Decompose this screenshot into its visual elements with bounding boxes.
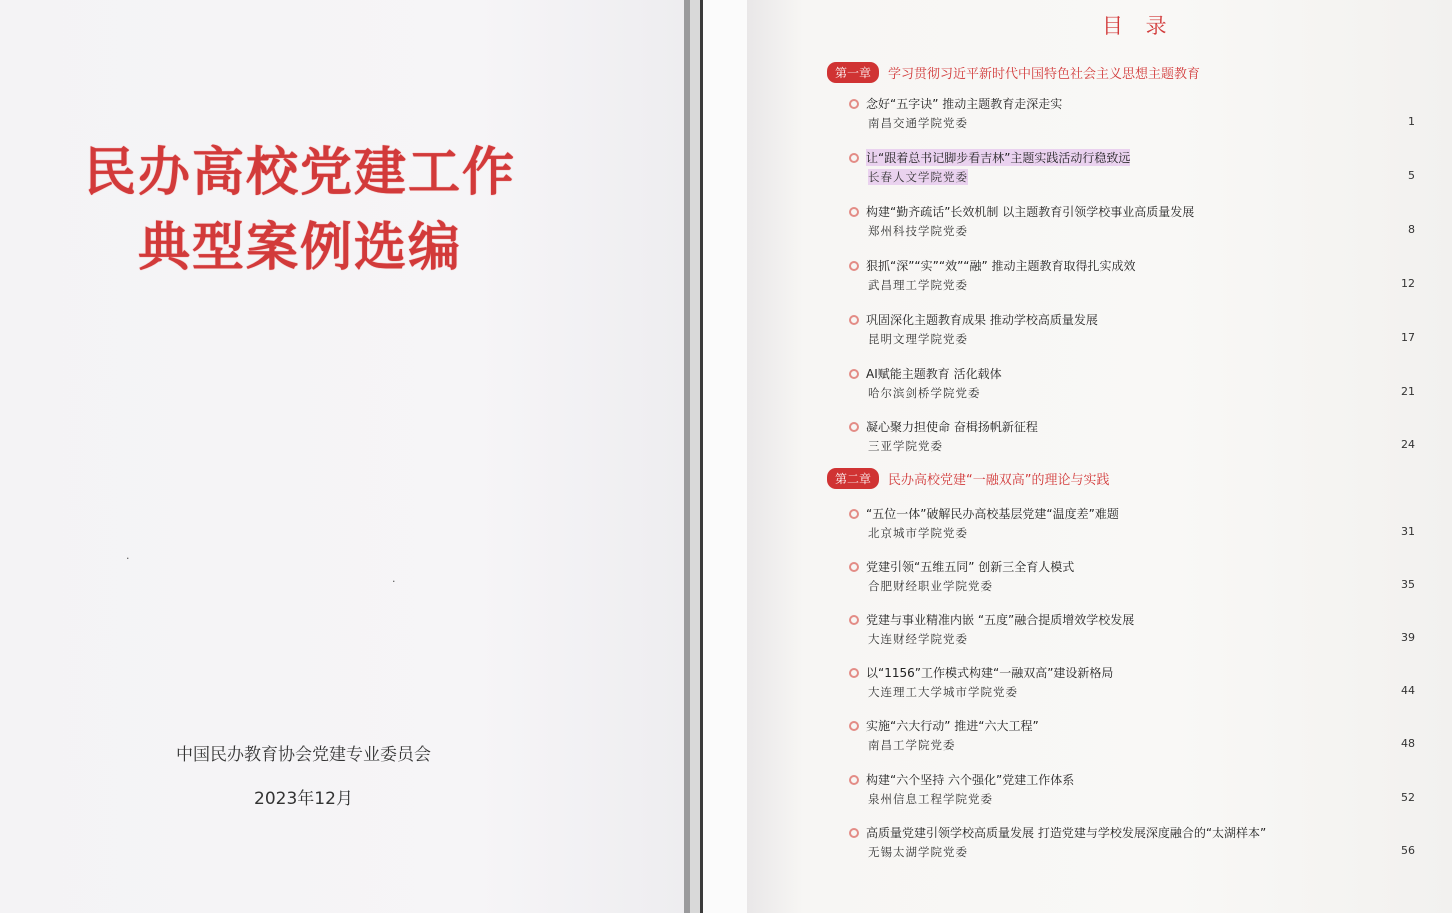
entry-title: 狠抓“深”“实”“效”“融” 推动主题教育取得扎实成效 — [866, 259, 1136, 273]
bullet-icon — [849, 509, 859, 519]
entry-title: 巩固深化主题教育成果 推动学校高质量发展 — [866, 313, 1098, 327]
entry-title: AI赋能主题教育 活化载体 — [866, 367, 1002, 381]
entry-organization: 长春人文学院党委 — [868, 170, 968, 184]
cover-title-line1: 民办高校党建工作 — [83, 142, 516, 203]
entry-organization: 南昌工学院党委 — [868, 738, 956, 752]
bullet-icon — [849, 775, 859, 785]
bullet-icon — [849, 668, 859, 678]
entry-organization: 泉州信息工程学院党委 — [868, 792, 993, 806]
entry-title: 构建“勤齐疏话”长效机制 以主题教育引领学校事业高质量发展 — [866, 205, 1195, 219]
entry-title: 构建“六个坚持 六个强化”党建工作体系 — [866, 773, 1075, 787]
entry-title: 党建与事业精准内嵌 “五度”融合提质增效学校发展 — [866, 613, 1135, 627]
bullet-icon — [849, 99, 859, 109]
bullet-icon — [849, 207, 859, 217]
bullet-icon — [849, 315, 859, 325]
entry-title: 实施“六大行动” 推进“六大工程” — [866, 719, 1039, 733]
cover-organization: 中国民办教育协会党建专业委员会 — [176, 745, 431, 765]
bullet-icon — [849, 422, 859, 432]
entry-title: 党建引领“五维五同” 创新三全育人模式 — [866, 560, 1075, 574]
chapter-title: 学习贯彻习近平新时代中国特色社会主义思想主题教育 — [888, 66, 1201, 82]
book-spine-gap — [690, 0, 700, 913]
entry-page-number: 56 — [1401, 844, 1415, 857]
chapter-tag: 第二章 — [827, 468, 879, 489]
entry-page-number: 5 — [1408, 169, 1415, 182]
entry-organization: 哈尔滨剑桥学院党委 — [868, 386, 981, 400]
entry-page-number: 21 — [1401, 385, 1415, 398]
cover-date: 2023年12月 — [254, 789, 353, 809]
chapter-header — [827, 62, 1200, 82]
entry-organization: 昆明文理学院党委 — [868, 332, 968, 346]
entry-organization: 大连财经学院党委 — [868, 632, 968, 646]
entry-organization: 大连理工大学城市学院党委 — [868, 685, 1018, 699]
entry-page-number: 39 — [1401, 631, 1415, 644]
bullet-icon — [849, 721, 859, 731]
chapter-tag: 第一章 — [827, 62, 879, 83]
entry-page-number: 35 — [1401, 578, 1415, 591]
bullet-icon — [849, 261, 859, 271]
entry-organization: 合肥财经职业学院党委 — [868, 579, 993, 593]
paper-speck: · — [392, 575, 396, 588]
entry-organization: 三亚学院党委 — [868, 439, 943, 453]
chapter-header — [827, 468, 1110, 488]
entry-page-number: 12 — [1401, 277, 1415, 290]
entry-page-number: 8 — [1408, 223, 1415, 236]
entry-title: 凝心聚力担使命 奋楫扬帆新征程 — [866, 420, 1038, 434]
entry-page-number: 31 — [1401, 525, 1415, 538]
entry-organization: 南昌交通学院党委 — [868, 116, 968, 130]
entry-page-number: 44 — [1401, 684, 1415, 697]
bullet-icon — [849, 153, 859, 163]
chapter-title: 民办高校党建“一融双高”的理论与实践 — [888, 472, 1110, 488]
bullet-icon — [849, 369, 859, 379]
entry-page-number: 17 — [1401, 331, 1415, 344]
entry-title: 念好“五字诀” 推动主题教育走深走实 — [866, 97, 1063, 111]
cover-title-line2: 典型案例选编 — [137, 217, 462, 278]
entry-title: 以“1156”工作模式构建“一融双高”建设新格局 — [866, 666, 1114, 680]
entry-page-number: 1 — [1408, 115, 1415, 128]
entry-page-number: 48 — [1401, 737, 1415, 750]
entry-organization: 武昌理工学院党委 — [868, 278, 968, 292]
bullet-icon — [849, 615, 859, 625]
entry-title: 高质量党建引领学校高质量发展 打造党建与学校发展深度融合的“太湖样本” — [866, 826, 1267, 840]
entry-page-number: 52 — [1401, 791, 1415, 804]
entry-page-number: 24 — [1401, 438, 1415, 451]
entry-title: 让“跟着总书记脚步看吉林”主题实践活动行稳致远 — [866, 151, 1131, 165]
entry-organization: 无锡太湖学院党委 — [868, 845, 968, 859]
toc-heading: 目 录 — [1102, 14, 1175, 38]
cover-page — [0, 0, 684, 913]
bullet-icon — [849, 562, 859, 572]
entry-organization: 北京城市学院党委 — [868, 526, 968, 540]
entry-organization: 郑州科技学院党委 — [868, 224, 968, 238]
page-margin — [703, 0, 747, 913]
entry-title: “五位一体”破解民办高校基层党建“温度差”难题 — [866, 507, 1119, 521]
toc-page — [747, 0, 1452, 913]
bullet-icon — [849, 828, 859, 838]
paper-speck: · — [126, 552, 130, 565]
